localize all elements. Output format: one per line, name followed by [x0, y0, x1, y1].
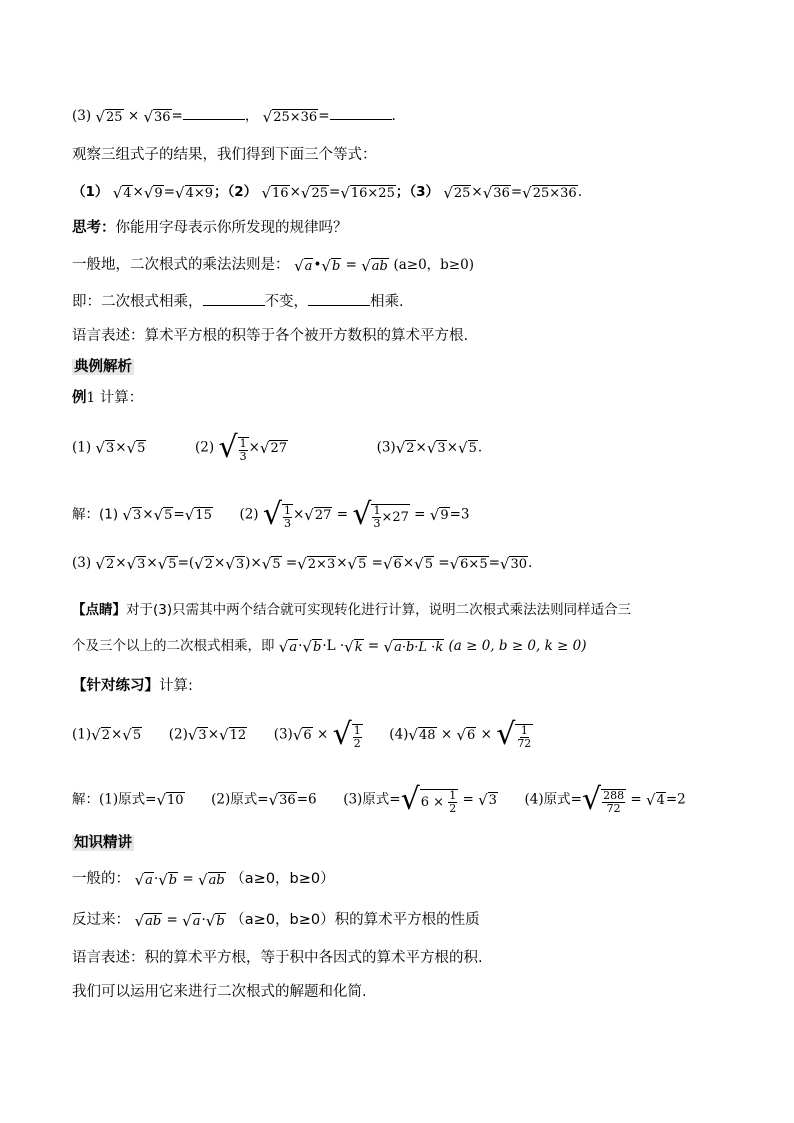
- q3-label: (3): [72, 108, 92, 124]
- solution-2-label: (2): [239, 506, 259, 523]
- language-statement-1: 语言表述：算术平方根的积等于各个被开方数积的算术平方根.: [72, 328, 469, 344]
- namely-p1: 即：二次根式相乘，: [72, 294, 203, 310]
- sqrt-36: √ 36: [143, 107, 171, 126]
- language-statement-2: 语言表述：积的算术平方根，等于积中各因式的算术平方根的积.: [72, 950, 483, 966]
- q3-end: .: [391, 108, 396, 124]
- think-text: 你能用字母表示你所发现的规律吗？: [115, 220, 348, 236]
- eq-label-2: ；（2）: [214, 184, 258, 200]
- answer-2-label: (2)原式=: [211, 791, 269, 808]
- general-line: 一般的： √ a · √ b = √ ab （a≥0，b≥0）: [72, 870, 335, 889]
- namely-p3: 相乘.: [370, 294, 404, 310]
- practice-label: 【针对练习】: [72, 678, 159, 694]
- practice-4-label: (4): [389, 726, 409, 743]
- answer-2-result: =6: [296, 791, 317, 808]
- solution-3-label: (3): [72, 555, 92, 571]
- q3-sep: ，: [244, 108, 259, 124]
- rule-text: 一般地，二次根式的乘法法则是：: [72, 257, 290, 273]
- section-label: 知识精讲: [74, 835, 132, 851]
- section-title-examples: [72, 357, 134, 377]
- answer-4-label: (4)原式=: [524, 791, 582, 808]
- rule-cond: (a≥0，b≥0): [393, 257, 474, 273]
- rule-line: 一般地，二次根式的乘法法则是： √ a • √ b = √ ab (a≥0，b≥0): [72, 256, 474, 275]
- eq-label-3: ；（3）: [395, 184, 440, 200]
- example-1-heading: [72, 388, 143, 408]
- sqrt-25x36: √ 25×36: [262, 107, 318, 126]
- example-items: (1) √ 3 × √ 5 (2) √ $\frac{1}{3}$ × √ 27 (3) √ 2 × √ 3 × √ 5 .: [72, 430, 483, 465]
- practice-1-label: (1): [72, 726, 92, 743]
- answer-blank[interactable]: [183, 107, 245, 120]
- tip-cond: (a ≥ 0, b ≥ 0, k ≥ 0): [448, 638, 587, 654]
- practice-3-label: (3): [273, 726, 293, 743]
- answer-blank[interactable]: [308, 293, 370, 306]
- general-cond: （a≥0，b≥0）: [230, 871, 335, 887]
- question-3: (3) √ 25 × √ 36 = ， √ 25×36 = .: [72, 107, 396, 126]
- sqrt-25: √ 25: [95, 107, 123, 126]
- item-3-label: (3): [376, 439, 396, 456]
- item-1-label: (1): [72, 439, 92, 456]
- answer-1-label: (1)原式=: [99, 791, 157, 808]
- solution-2-result: =3: [449, 506, 470, 523]
- practice-2-label: (2): [168, 726, 188, 743]
- solution-line-3: (3) √ 2 × √ 3 × √ 5 =( √ 2 × √ 3 )× √ 5 = √ 2×3 × √ 5 = √ 6 × √ 5 = √ 6×5 = √ 30 .: [72, 554, 533, 573]
- tip-line-2: 个及三个以上的二次根式相乘，即 √ a · √ b ·L · √ k = √ a·b·L ·k (a ≥ 0, b ≥ 0, k ≥ 0): [72, 637, 587, 656]
- practice-heading: [72, 676, 193, 696]
- practice-text: 计算:: [159, 678, 193, 694]
- item-2-label: (2): [195, 439, 215, 456]
- answer-3-label: (3)原式=: [343, 791, 401, 808]
- eq-label-1: （1）: [72, 184, 109, 200]
- tip-text-1: 对于(3)只需其中两个结合就可实现转化进行计算，说明二次根式乘法法则同样适合三: [126, 602, 632, 618]
- section-title-knowledge: [72, 833, 134, 853]
- observe-text: 观察三组式子的结果，我们得到下面三个等式：: [72, 147, 377, 163]
- reverse-line: 反过来： √ ab = √ a · √ b （a≥0，b≥0）积的算术平方根的性质: [72, 911, 480, 930]
- example-number: 1: [86, 390, 96, 406]
- example-label: 例: [72, 390, 87, 406]
- solution-label: 解：(1): [72, 506, 119, 523]
- practice-answers: 解：(1)原式= √ 10 (2)原式= √ 36 =6 (3)原式= √ 6 × $\frac{1}{2}$ = √ 3 (4)原式= √ $\frac{288}{72}$ = √ 4 =2: [72, 782, 686, 817]
- solution-line-1: 解：(1) √ 3 × √ 5 = √ 15 (2) √ $\frac{1}{3}$ × √ 27 = √ $\frac{1}{3}$ ×27 = √ 9 =3: [72, 497, 470, 532]
- reverse-cond: （a≥0，b≥0）积的算术平方根的性质: [230, 912, 480, 928]
- answer-blank[interactable]: [330, 107, 392, 120]
- general-text: 一般的：: [72, 871, 130, 887]
- tip-label: 【点睛】: [72, 602, 126, 618]
- tip-line-1: [72, 600, 631, 620]
- example-text: 计算：: [99, 390, 144, 406]
- practice-items: (1) √ 2 × √ 5 (2) √ 3 × √ 12 (3) √ 6 × √ $\frac{1}{2}$ (4) √ 48 × √ 6 × √ $\frac{1}{72}$: [72, 717, 532, 752]
- reverse-text: 反过来：: [72, 912, 130, 928]
- think-line: [72, 218, 348, 238]
- answer-4-result: =2: [665, 791, 686, 808]
- namely-p2: 不变，: [264, 294, 308, 310]
- namely-line: [72, 292, 404, 312]
- section-label: 典例解析: [74, 359, 132, 375]
- answer-blank[interactable]: [203, 293, 265, 306]
- closing-text: 我们可以运用它来进行二次根式的解题和化简.: [72, 984, 367, 1000]
- answers-label: 解：: [72, 791, 99, 808]
- tip-text-2: 个及三个以上的二次根式相乘，即: [72, 638, 275, 654]
- three-equalities: （1） √ 4 × √ 9 = √ 4×9 ；（2） √ 16 × √ 25 = √ 16×25 ；（3） √ 25 × √ 36 = √ 25×36 .: [72, 183, 582, 202]
- think-label: 思考：: [72, 220, 116, 236]
